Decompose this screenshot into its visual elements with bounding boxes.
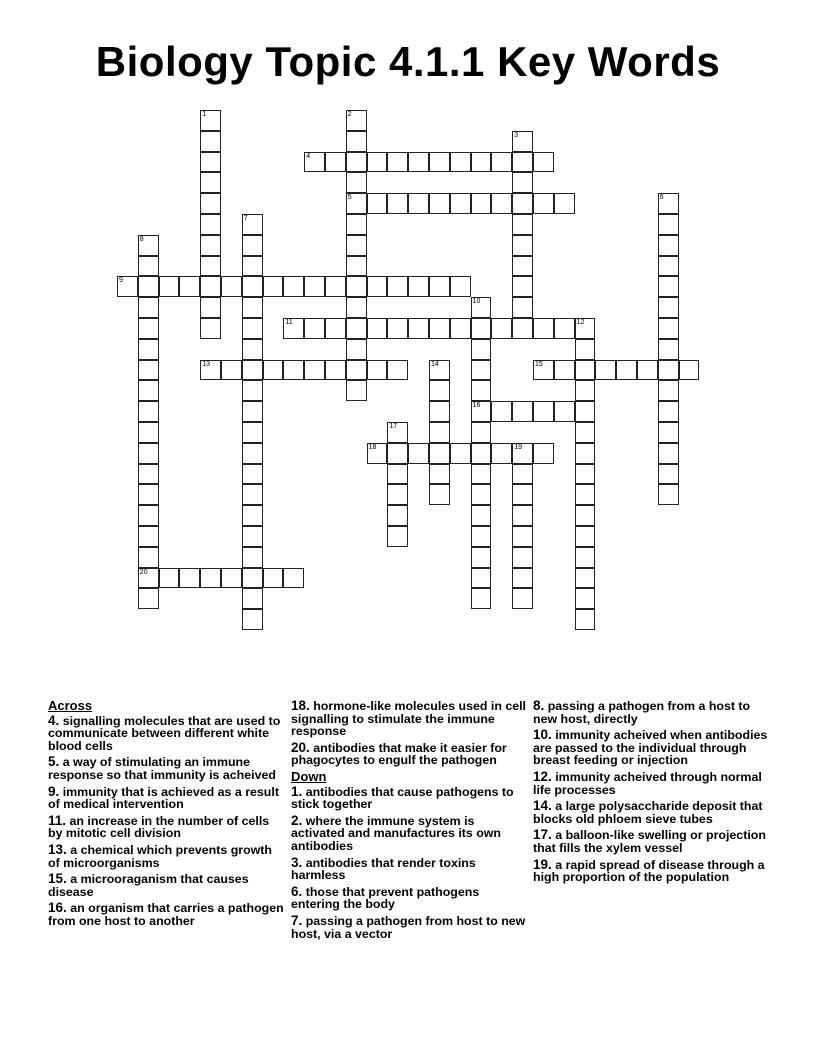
grid-cell[interactable]	[658, 193, 679, 214]
grid-cell[interactable]	[658, 401, 679, 422]
clue-down-7: 7. passing a pathogen from host to new host, via a vector	[291, 912, 526, 941]
grid-cell[interactable]	[367, 193, 388, 214]
grid-cell[interactable]	[117, 276, 138, 297]
clue-across-11: 11. an increase in the number of cells by mitotic cell division	[48, 812, 270, 841]
grid-cell[interactable]	[575, 588, 596, 609]
grid-cell[interactable]	[242, 443, 263, 464]
grid-cell[interactable]	[179, 568, 200, 589]
grid-cell[interactable]	[575, 443, 596, 464]
grid-cell[interactable]	[533, 152, 554, 173]
grid-cell[interactable]	[221, 276, 242, 297]
grid-cell[interactable]	[533, 318, 554, 339]
grid-cell[interactable]	[658, 339, 679, 360]
clue-number: 16	[472, 402, 481, 410]
clue-number: 1	[202, 111, 207, 118]
grid-cell[interactable]	[471, 547, 492, 568]
grid-cell[interactable]	[595, 360, 616, 381]
clue-across-15: 15. a microoraganism that causes disease	[48, 871, 249, 899]
grid-cell[interactable]	[471, 484, 492, 505]
grid-cell[interactable]	[512, 256, 533, 277]
grid-cell[interactable]	[512, 505, 533, 526]
grid-cell[interactable]	[242, 339, 263, 360]
grid-cell[interactable]	[346, 110, 367, 131]
grid-cell[interactable]	[138, 276, 159, 297]
grid-cell[interactable]	[491, 318, 512, 339]
grid-cell[interactable]	[658, 443, 679, 464]
grid-cell[interactable]	[575, 360, 596, 381]
grid-cell[interactable]	[263, 568, 284, 589]
clue-down-14: 14. a large polysaccharide deposit that blocks old phloem sieve tubes	[533, 798, 763, 826]
grid-cell[interactable]	[575, 339, 596, 360]
grid-cell[interactable]	[471, 422, 492, 443]
grid-cell[interactable]	[512, 588, 533, 609]
clue-down-2: 2. where the immune system is activated and manufactures its own antibodies	[291, 812, 502, 853]
grid-cell[interactable]	[512, 214, 533, 235]
grid-cell[interactable]	[367, 318, 388, 339]
grid-cell[interactable]	[387, 276, 408, 297]
grid-cell[interactable]	[512, 276, 533, 297]
clue-number: 8	[139, 235, 144, 243]
grid-cell[interactable]	[471, 339, 492, 360]
clue-number: 6	[659, 194, 664, 202]
grid-cell[interactable]	[242, 214, 263, 235]
grid-cell[interactable]	[658, 256, 679, 277]
grid-cell[interactable]	[325, 318, 346, 339]
grid-cell[interactable]	[658, 484, 679, 505]
grid-cell[interactable]	[325, 276, 346, 297]
grid-cell[interactable]	[138, 526, 159, 547]
grid-cell[interactable]	[512, 464, 533, 485]
grid-cell[interactable]	[346, 235, 367, 256]
clue-number: 14	[431, 360, 439, 368]
grid-cell[interactable]	[575, 422, 596, 443]
grid-cell[interactable]	[512, 318, 533, 339]
grid-cell[interactable]	[471, 193, 492, 214]
grid-cell[interactable]	[200, 131, 221, 152]
clue-number: 13	[202, 360, 210, 368]
grid-cell[interactable]	[387, 464, 408, 485]
grid-cell[interactable]	[200, 193, 221, 214]
grid-cell[interactable]	[429, 276, 450, 297]
grid-cell[interactable]	[491, 193, 512, 214]
grid-cell[interactable]	[387, 318, 408, 339]
clue-number: 4	[306, 152, 311, 160]
grid-cell[interactable]	[575, 484, 596, 505]
clue-down-3: 3. antibodies that render toxins harmless	[291, 854, 476, 883]
grid-cell[interactable]	[658, 422, 679, 443]
clues-column-2	[291, 700, 527, 944]
grid-cell[interactable]	[533, 443, 554, 464]
clue-number: 17	[389, 423, 398, 430]
grid-cell[interactable]	[346, 297, 367, 318]
grid-cell[interactable]	[242, 276, 263, 297]
grid-cell[interactable]	[346, 339, 367, 360]
grid-cell[interactable]	[387, 484, 408, 505]
grid-cell[interactable]	[575, 401, 596, 422]
grid-cell[interactable]	[429, 380, 450, 401]
grid-cell[interactable]	[450, 193, 471, 214]
grid-cell[interactable]	[387, 505, 408, 526]
grid-cell[interactable]	[242, 568, 263, 589]
grid-cell[interactable]	[554, 193, 575, 214]
grid-cell[interactable]	[658, 214, 679, 235]
grid-cell[interactable]	[367, 152, 388, 173]
clue-number: 12	[576, 319, 585, 326]
grid-cell[interactable]	[429, 422, 450, 443]
grid-cell[interactable]	[471, 526, 492, 547]
grid-cell[interactable]	[283, 318, 304, 339]
clues-column-3	[533, 700, 769, 888]
clue-number: 19	[514, 443, 522, 451]
grid-cell[interactable]	[242, 588, 263, 609]
grid-cell[interactable]	[346, 152, 367, 173]
grid-cell[interactable]	[200, 276, 221, 297]
grid-cell[interactable]	[242, 297, 263, 318]
grid-cell[interactable]	[242, 609, 263, 630]
grid-cell[interactable]	[512, 443, 533, 464]
grid-cell[interactable]	[408, 193, 429, 214]
across-heading: Across	[48, 698, 93, 713]
grid-cell[interactable]	[242, 422, 263, 443]
grid-cell[interactable]	[304, 152, 325, 173]
grid-cell[interactable]	[138, 547, 159, 568]
grid-cell[interactable]	[408, 318, 429, 339]
grid-cell[interactable]	[346, 214, 367, 235]
grid-cell[interactable]	[242, 380, 263, 401]
clue-across-5: 5. a way of stimulating an immune response so that immunity is acheived	[48, 754, 276, 782]
clue-number: 3	[514, 131, 519, 139]
grid-cell[interactable]	[429, 152, 450, 173]
grid-cell[interactable]	[200, 318, 221, 339]
grid-cell[interactable]	[283, 276, 304, 297]
grid-cell[interactable]	[450, 276, 471, 297]
grid-cell[interactable]	[471, 443, 492, 464]
grid-cell[interactable]	[138, 339, 159, 360]
grid-cell[interactable]	[200, 235, 221, 256]
clue-down-10: 10. immunity acheived when antibodies are passed to the individual through breast feeding or injection	[533, 727, 768, 768]
grid-cell[interactable]	[325, 152, 346, 173]
grid-cell[interactable]	[242, 505, 263, 526]
crossword-grid	[117, 110, 717, 640]
grid-cell[interactable]	[263, 360, 284, 381]
grid-cell[interactable]	[471, 152, 492, 173]
grid-cell[interactable]	[200, 568, 221, 589]
grid-cell[interactable]	[138, 318, 159, 339]
grid-cell[interactable]	[471, 505, 492, 526]
grid-cell[interactable]	[533, 193, 554, 214]
grid-cell[interactable]	[491, 443, 512, 464]
down-heading: Down	[291, 768, 327, 784]
grid-cell[interactable]	[367, 360, 388, 381]
grid-cell[interactable]	[658, 276, 679, 297]
grid-cell[interactable]	[242, 256, 263, 277]
grid-cell[interactable]	[138, 360, 159, 381]
grid-cell[interactable]	[429, 484, 450, 505]
grid-cell[interactable]	[450, 318, 471, 339]
grid-cell[interactable]	[200, 152, 221, 173]
grid-cell[interactable]	[533, 401, 554, 422]
grid-cell[interactable]	[387, 152, 408, 173]
grid-cell[interactable]	[471, 360, 492, 381]
grid-cell[interactable]	[429, 318, 450, 339]
clue-down-8: 8. passing a pathogen from a host to new host, directly	[533, 698, 751, 726]
grid-cell[interactable]	[346, 131, 367, 152]
grid-cell[interactable]	[471, 588, 492, 609]
grid-cell[interactable]	[200, 172, 221, 193]
grid-cell[interactable]	[533, 360, 554, 381]
clue-down-19: 19. a rapid spread of disease through a high proportion of the population	[533, 856, 765, 885]
grid-cell[interactable]	[138, 568, 159, 589]
grid-cell[interactable]	[346, 360, 367, 381]
grid-cell[interactable]	[658, 235, 679, 256]
grid-cell[interactable]	[159, 568, 180, 589]
grid-cell[interactable]	[138, 484, 159, 505]
grid-cell[interactable]	[658, 464, 679, 485]
grid-cell[interactable]	[179, 276, 200, 297]
clue-down-6: 6. those that prevent pathogens entering the body	[291, 883, 480, 912]
grid-cell[interactable]	[512, 547, 533, 568]
grid-cell[interactable]	[429, 401, 450, 422]
grid-cell[interactable]	[325, 360, 346, 381]
grid-cell[interactable]	[658, 380, 679, 401]
grid-cell[interactable]	[616, 360, 637, 381]
grid-cell[interactable]	[138, 380, 159, 401]
grid-cell[interactable]	[138, 443, 159, 464]
grid-cell[interactable]	[346, 276, 367, 297]
grid-cell[interactable]	[429, 193, 450, 214]
clue-across-4: 4. signalling molecules that are used to communicate between different white blood cells	[48, 712, 281, 753]
grid-cell[interactable]	[200, 214, 221, 235]
grid-cell[interactable]	[138, 256, 159, 277]
grid-cell[interactable]	[283, 568, 304, 589]
clue-number: 10	[472, 298, 481, 306]
grid-cell[interactable]	[346, 193, 367, 214]
clue-down-1: 1. antibodies that cause pathogens to stick together	[291, 783, 514, 812]
page-title: Biology Topic 4.1.1 Key Words	[95, 38, 721, 85]
grid-cell[interactable]	[512, 401, 533, 422]
grid-cell[interactable]	[575, 318, 596, 339]
grid-cell[interactable]	[138, 588, 159, 609]
grid-cell[interactable]	[658, 297, 679, 318]
grid-cell[interactable]	[387, 443, 408, 464]
grid-cell[interactable]	[512, 193, 533, 214]
grid-cell[interactable]	[554, 318, 575, 339]
grid-cell[interactable]	[304, 276, 325, 297]
grid-cell[interactable]	[491, 152, 512, 173]
grid-cell[interactable]	[575, 505, 596, 526]
grid-cell[interactable]	[512, 568, 533, 589]
grid-cell[interactable]	[221, 568, 242, 589]
clue-number: 20	[139, 568, 148, 576]
clue-across-18: 18. hormone-like molecules used in cell signalling to stimulate the immune response	[291, 698, 527, 739]
grid-cell[interactable]	[367, 443, 388, 464]
grid-cell[interactable]	[575, 526, 596, 547]
grid-cell[interactable]	[242, 547, 263, 568]
grid-cell[interactable]	[221, 360, 242, 381]
grid-cell[interactable]	[200, 360, 221, 381]
grid-cell[interactable]	[512, 526, 533, 547]
clue-across-9: 9. immunity that is achieved as a result of medical intervention	[48, 783, 279, 812]
grid-cell[interactable]	[367, 276, 388, 297]
grid-cell[interactable]	[491, 401, 512, 422]
grid-cell[interactable]	[283, 360, 304, 381]
grid-cell[interactable]	[242, 464, 263, 485]
grid-cell[interactable]	[387, 422, 408, 443]
grid-cell[interactable]	[408, 443, 429, 464]
grid-cell[interactable]	[387, 360, 408, 381]
grid-cell[interactable]	[346, 380, 367, 401]
grid-cell[interactable]	[346, 172, 367, 193]
grid-cell[interactable]	[575, 547, 596, 568]
grid-cell[interactable]	[346, 318, 367, 339]
grid-cell[interactable]	[429, 360, 450, 381]
grid-cell[interactable]	[658, 318, 679, 339]
grid-cell[interactable]	[242, 360, 263, 381]
grid-cell[interactable]	[242, 318, 263, 339]
grid-cell[interactable]	[471, 464, 492, 485]
grid-cell[interactable]	[471, 318, 492, 339]
clue-number: 11	[285, 319, 293, 326]
grid-cell[interactable]	[138, 505, 159, 526]
grid-cell[interactable]	[471, 401, 492, 422]
clue-down-17: 17. a balloon-like swelling or projection that fills the xylem vessel	[533, 827, 766, 855]
grid-cell[interactable]	[512, 131, 533, 152]
grid-cell[interactable]	[138, 464, 159, 485]
grid-cell[interactable]	[512, 484, 533, 505]
grid-cell[interactable]	[679, 360, 700, 381]
grid-cell[interactable]	[242, 484, 263, 505]
clue-number: 2	[347, 111, 352, 118]
grid-cell[interactable]	[512, 235, 533, 256]
clue-across-20: 20. antibodies that make it easier for phagocytes to engulf the pathogen	[291, 739, 507, 768]
grid-cell[interactable]	[242, 235, 263, 256]
clue-across-16: 16. an organism that carries a pathogen from one host to another	[48, 900, 284, 928]
grid-cell[interactable]	[200, 256, 221, 277]
grid-cell[interactable]	[554, 401, 575, 422]
grid-cell[interactable]	[575, 464, 596, 485]
grid-cell[interactable]	[554, 360, 575, 381]
grid-cell[interactable]	[200, 110, 221, 131]
grid-cell[interactable]	[471, 380, 492, 401]
grid-cell[interactable]	[138, 235, 159, 256]
clue-number: 9	[119, 277, 123, 285]
clue-number: 5	[347, 194, 352, 202]
grid-cell[interactable]	[450, 443, 471, 464]
grid-cell[interactable]	[408, 152, 429, 173]
grid-cell[interactable]	[512, 297, 533, 318]
grid-cell[interactable]	[575, 380, 596, 401]
grid-cell[interactable]	[242, 401, 263, 422]
clue-number: 15	[535, 360, 543, 368]
grid-cell[interactable]	[512, 152, 533, 173]
grid-cell[interactable]	[658, 360, 679, 381]
clue-down-12: 12. immunity acheived through normal life processes	[533, 768, 762, 797]
grid-cell[interactable]	[471, 297, 492, 318]
grid-cell[interactable]	[575, 568, 596, 589]
clue-number: 18	[368, 443, 377, 451]
grid-cell[interactable]	[450, 152, 471, 173]
clue-number: 7	[243, 215, 248, 222]
grid-cell[interactable]	[242, 526, 263, 547]
grid-cell[interactable]	[200, 297, 221, 318]
grid-cell[interactable]	[637, 360, 658, 381]
grid-cell[interactable]	[346, 256, 367, 277]
grid-cell[interactable]	[138, 401, 159, 422]
grid-cell[interactable]	[429, 443, 450, 464]
grid-cell[interactable]	[387, 193, 408, 214]
grid-cell[interactable]	[408, 276, 429, 297]
grid-cell[interactable]	[304, 360, 325, 381]
grid-cell[interactable]	[304, 318, 325, 339]
clue-across-13: 13. a chemical which prevents growth of microorganisms	[48, 841, 272, 870]
clues-column-1	[48, 700, 284, 932]
grid-cell[interactable]	[429, 464, 450, 485]
grid-cell[interactable]	[575, 609, 596, 630]
grid-cell[interactable]	[263, 276, 284, 297]
grid-cell[interactable]	[138, 422, 159, 443]
grid-cell[interactable]	[138, 297, 159, 318]
grid-cell[interactable]	[387, 526, 408, 547]
grid-cell[interactable]	[471, 568, 492, 589]
grid-cell[interactable]	[159, 276, 180, 297]
grid-cell[interactable]	[512, 172, 533, 193]
